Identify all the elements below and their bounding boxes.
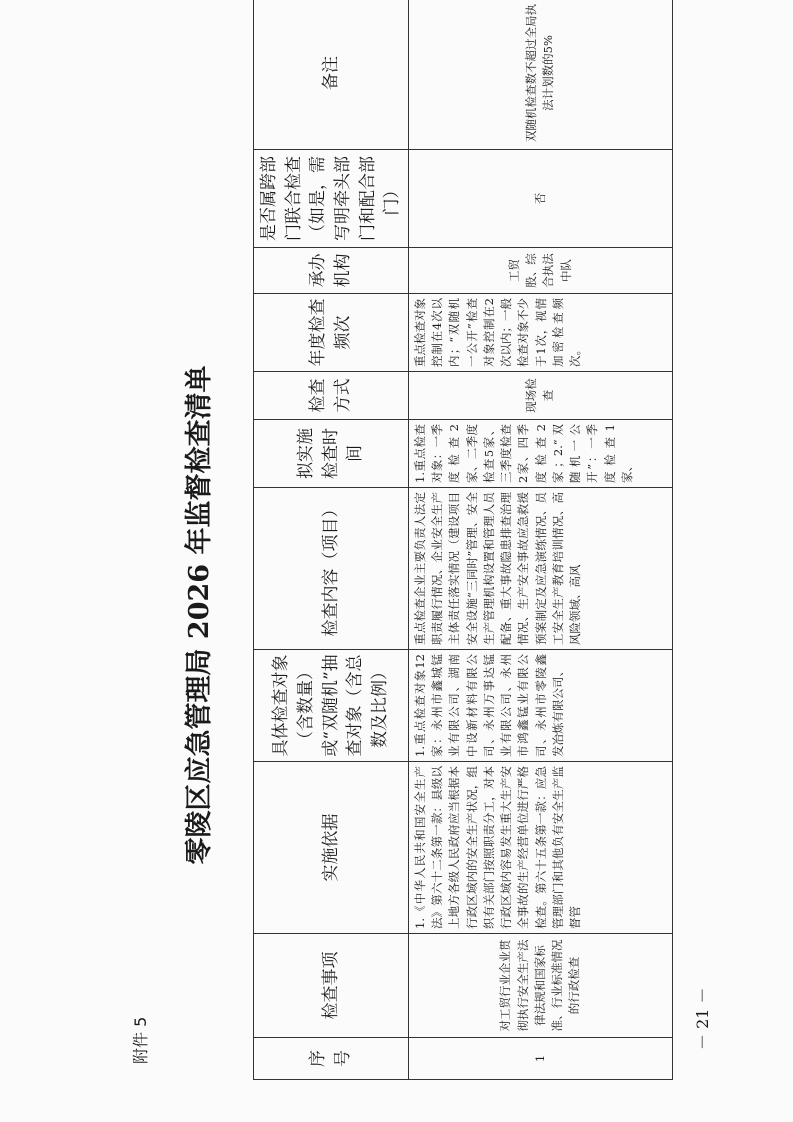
inspection-table xyxy=(253,0,673,1080)
cell-time: 1.重点检查对象：一季度检查2家、二季度检查5家、三季度检查2家、四季度检查2家；2.“双随机一公开”：一季度检查1家、 xyxy=(408,420,672,488)
page-number: － 21 － xyxy=(693,987,712,1050)
cell-org: 工贸股、综合执法中队 xyxy=(408,248,672,294)
header-content: 检查内容（项目） xyxy=(254,488,409,650)
header-remark: 备注 xyxy=(254,0,409,150)
header-joint: 是否属跨部门联合检查（如是，需写明牵头部门和配合部门） xyxy=(254,150,409,248)
header-time: 拟实施检查时间 xyxy=(254,420,409,488)
table-row xyxy=(408,0,672,1080)
header-item: 检查事项 xyxy=(254,934,409,1038)
header-basis: 实施依据 xyxy=(254,762,409,934)
cell-method: 现场检查 xyxy=(408,372,672,420)
page-title: 零陵区应急管理局 2026 年监督检查清单 xyxy=(184,365,215,865)
cell-seq: 1 xyxy=(408,1038,672,1080)
cell-joint: 否 xyxy=(408,150,672,248)
cell-remark: 双随机检查数不超过全局执法计划数的5% xyxy=(408,0,672,150)
header-frequency: 年度检查频次 xyxy=(254,294,409,372)
inspection-table-region xyxy=(253,4,673,1080)
cell-basis: 1.《中华人民共和国安全生产法》第六十二条第一款：县级以上地方各级人民政府应当根据本行政区域内的安全生产状况，组织有关部门按照职责分工，对本行政区域内容易发生重大生产安全事故的生产经营单位进行严格检查。第六十五条第一款：应急管理部门和其他负有安全生产监督管 xyxy=(408,762,672,934)
header-seq: 序号 xyxy=(254,1038,409,1080)
header-method: 检查方式 xyxy=(254,372,409,420)
table-header-row xyxy=(254,0,409,1080)
attachment-label: 附件 5 xyxy=(131,1016,150,1064)
header-org: 承办机构 xyxy=(254,248,409,294)
cell-frequency: 重点检查对象控制在4次以内；“双随机一公开”检查对象控制在2次以内；一般检查对象不少于1次，视情加密检查频次。 xyxy=(408,294,672,372)
cell-content: 重点检查企业主要负责人法定职责履行情况、企业安全生产主体责任落实情况（建设项目安全设施“三同时”管理、安全生产管理机构设置和管理人员配备、重大事故隐患排查治理情况、生产安全事故应急救援预案制定及应急演练情况、员工安全生产教育培训情况、高风险领域、高风 xyxy=(408,488,672,650)
header-objects: 具体检查对象（含数量）或“双随机”抽查对象（含总数及比例） xyxy=(254,650,409,762)
cell-objects: 1.重点检查对象12家：永州市鑫城锰业有限公司、湖南中设新材料有限公司、永州万事达锰业有限公司、永州市鸿鑫锰业有限公司、永州市零陵鑫发冶炼有限公司、 xyxy=(408,650,672,762)
cell-item: 对工贸行业企业贯彻执行安全生产法律法规和国家标准、行业标准情况的行政检查 xyxy=(408,934,672,1038)
